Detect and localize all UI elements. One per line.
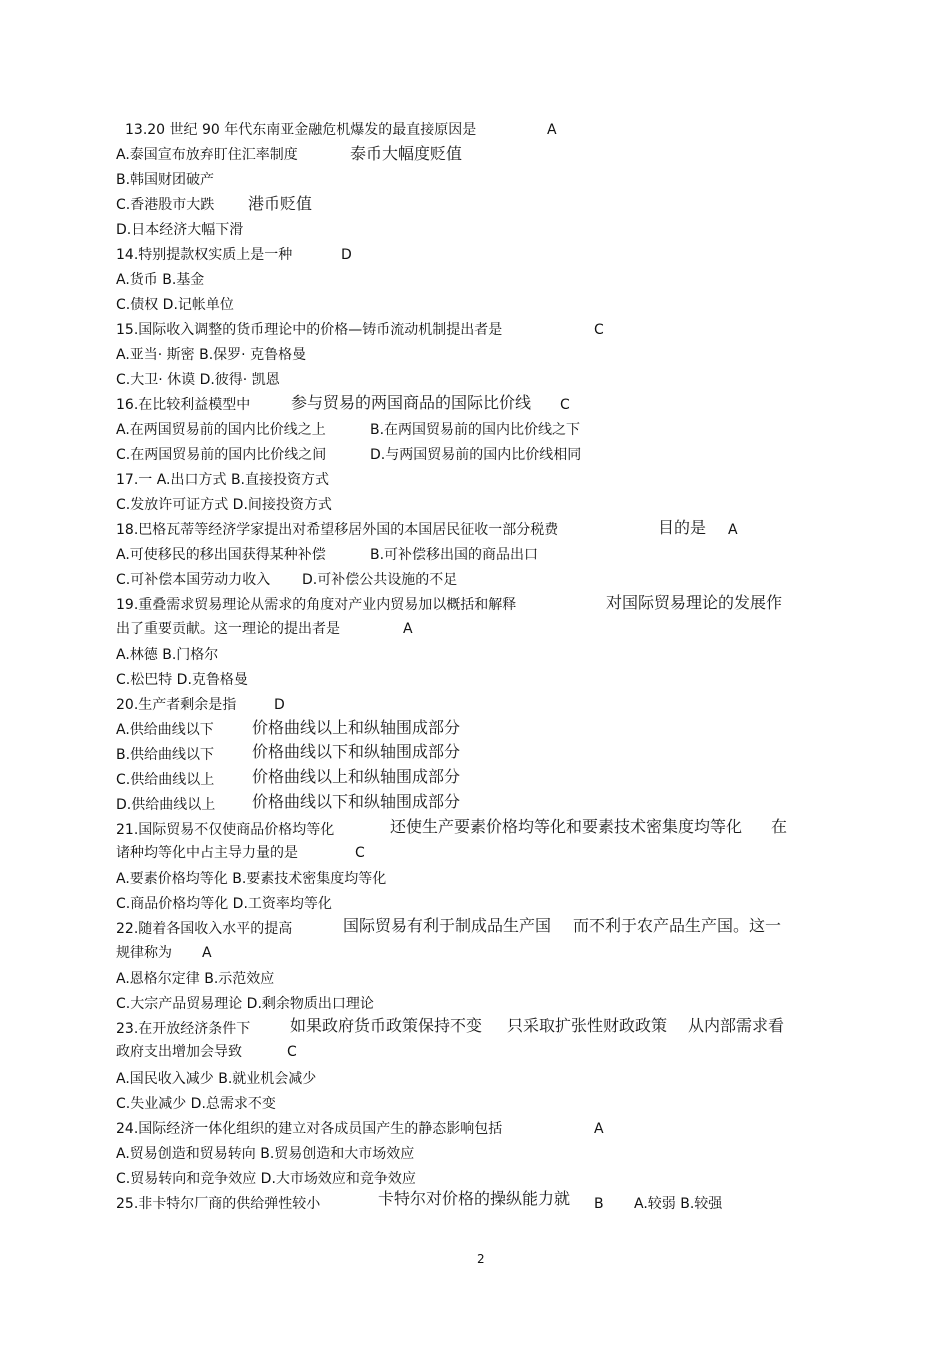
question-21: 21.国际贸易不仅使商品价格均等化: [116, 822, 335, 838]
handwritten-note: 参与贸易的两国商品的国际比价线: [291, 393, 532, 412]
answer-14: D: [341, 247, 352, 263]
options-19cd: C.松巴特 D.克鲁格曼: [116, 672, 248, 688]
option-16c: C.在两国贸易前的国内比价线之间: [116, 447, 327, 463]
answer-16: C: [560, 397, 570, 413]
handwritten-note: 还使生产要素价格均等化和要素技术密集度均等化: [390, 817, 743, 836]
options-14cd: C.债权 D.记帐单位: [116, 297, 234, 313]
options-22cd: C.大宗产品贸易理论 D.剩余物质出口理论: [116, 996, 374, 1012]
options-21cd: C.商品价格均等化 D.工资率均等化: [116, 896, 332, 912]
question-15: 15.国际收入调整的货币理论中的价格—铸币流动机制提出者是: [116, 322, 503, 338]
handwritten-note: 如果政府货币政策保持不变: [290, 1016, 483, 1035]
option-13b: B.韩国财团破产: [116, 172, 215, 188]
question-24: 24.国际经济一体化组织的建立对各成员国产生的静态影响包括: [116, 1121, 503, 1137]
question-14: 14.特别提款权实质上是一种: [116, 247, 293, 263]
options-15ab: A.亚当· 斯密 B.保罗· 克鲁格曼: [116, 347, 307, 363]
option-13a: A.泰国宣布放弃盯住汇率制度: [116, 147, 298, 163]
handwritten-note: 从内部需求看: [688, 1016, 785, 1035]
answer-24: A: [594, 1121, 604, 1137]
handwritten-note: 在: [771, 817, 788, 836]
question-22: 22.随着各国收入水平的提高: [116, 921, 293, 937]
question-16: 16.在比较利益模型中: [116, 397, 251, 413]
handwritten-note: 价格曲线以上和纵轴围成部分: [252, 767, 461, 786]
handwritten-note: 而不利于农产品生产国。这一: [573, 916, 782, 935]
handwritten-note: 目的是: [658, 518, 707, 537]
option-20d: D.供给曲线以上: [116, 797, 216, 813]
options-15cd: C.大卫· 休谟 D.彼得· 凯恩: [116, 372, 280, 388]
handwritten-note: 卡特尔对价格的操纵能力就: [378, 1189, 571, 1208]
option-18b: B.可补偿移出国的商品出口: [370, 547, 539, 563]
options-14ab: A.货币 B.基金: [116, 272, 205, 288]
handwritten-note: 国际贸易有利于制成品生产国: [343, 916, 552, 935]
question-18: 18.巴格瓦蒂等经济学家提出对希望移居外国的本国居民征收一部分税费: [116, 522, 559, 538]
answer-15: C: [594, 322, 604, 338]
options-23ab: A.国民收入减少 B.就业机会减少: [116, 1071, 317, 1087]
option-16d: D.与两国贸易前的国内比价线相同: [370, 447, 582, 463]
options-19ab: A.林德 B.门格尔: [116, 647, 219, 663]
handwritten-note: 价格曲线以上和纵轴围成部分: [252, 718, 461, 737]
question-20: 20.生产者剩余是指: [116, 697, 237, 713]
question-19-cont: 出了重要贡献。这一理论的提出者是: [116, 621, 340, 637]
question-19: 19.重叠需求贸易理论从需求的角度对产业内贸易加以概括和解释: [116, 597, 517, 613]
page-number: 2: [477, 1252, 485, 1266]
handwritten-note: 港币贬值: [248, 194, 313, 213]
options-23cd: C.失业减少 D.总需求不变: [116, 1096, 276, 1112]
option-18a: A.可使移民的移出国获得某种补偿: [116, 547, 326, 563]
handwritten-note: 泰币大幅度贬值: [350, 144, 463, 163]
options-17cd: C.发放许可证方式 D.间接投资方式: [116, 497, 332, 513]
handwritten-note: 只采取扩张性财政政策: [507, 1016, 668, 1035]
options-22ab: A.恩格尔定律 B.示范效应: [116, 971, 275, 987]
question-13: 13.20 世纪 90 年代东南亚金融危机爆发的最直接原因是: [125, 122, 477, 138]
question-22-cont: 规律称为: [116, 945, 172, 961]
answer-25: B: [594, 1196, 604, 1212]
answer-21: C: [355, 845, 365, 861]
question-23: 23.在开放经济条件下: [116, 1021, 251, 1037]
handwritten-note: 价格曲线以下和纵轴围成部分: [252, 742, 461, 761]
handwritten-note: 价格曲线以下和纵轴围成部分: [252, 792, 461, 811]
question-17: 17.一 A.出口方式 B.直接投资方式: [116, 472, 330, 488]
question-23-cont: 政府支出增加会导致: [116, 1044, 242, 1060]
question-25: 25.非卡特尔厂商的供给弹性较小: [116, 1196, 321, 1212]
option-13d: D.日本经济大幅下滑: [116, 222, 244, 238]
handwritten-note: 对国际贸易理论的发展作: [606, 593, 783, 612]
question-21-cont: 诸种均等化中占主导力量的是: [116, 845, 298, 861]
answer-20: D: [274, 697, 285, 713]
option-13c: C.香港股市大跌: [116, 197, 215, 213]
option-20c: C.供给曲线以上: [116, 772, 215, 788]
answer-23: C: [287, 1044, 297, 1060]
option-16b: B.在两国贸易前的国内比价线之下: [370, 422, 581, 438]
option-20a: A.供给曲线以下: [116, 722, 214, 738]
answer-22: A: [202, 945, 212, 961]
option-24a: A.贸易创造和贸易转向 B.贸易创造和大市场效应: [116, 1146, 415, 1162]
options-25ab: A.较弱 B.较强: [634, 1196, 723, 1212]
answer-19: A: [403, 621, 413, 637]
option-24c: C.贸易转向和竞争效应 D.大市场效应和竞争效应: [116, 1171, 416, 1187]
answer-18: A: [728, 522, 738, 538]
options-21ab: A.要素价格均等化 B.要素技术密集度均等化: [116, 871, 387, 887]
option-18c: C.可补偿本国劳动力收入: [116, 572, 271, 588]
option-16a: A.在两国贸易前的国内比价线之上: [116, 422, 326, 438]
option-18d: D.可补偿公共设施的不足: [302, 572, 458, 588]
answer-13: A: [547, 122, 557, 138]
option-20b: B.供给曲线以下: [116, 747, 215, 763]
